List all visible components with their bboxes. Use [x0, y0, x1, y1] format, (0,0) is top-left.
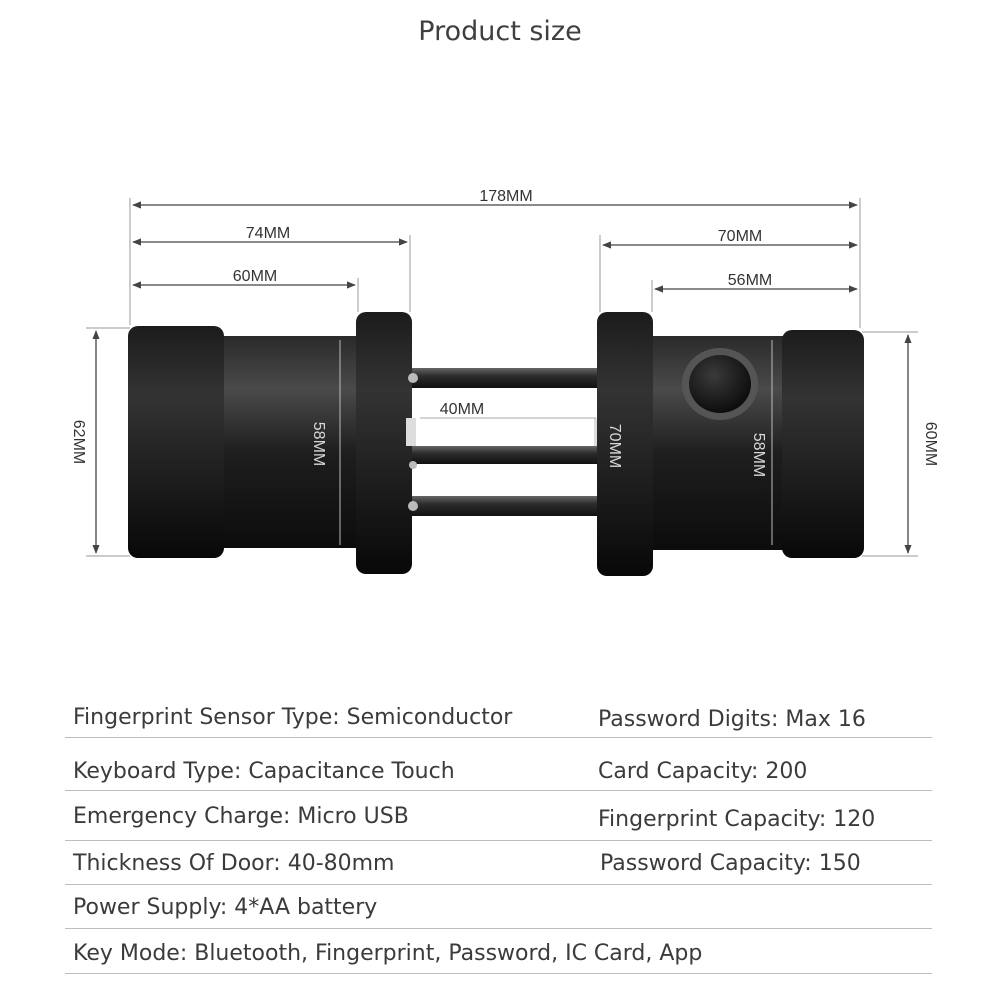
- left-lock-unit: [128, 312, 412, 574]
- left-body-length-label: 60MM: [232, 268, 278, 285]
- table-divider: [65, 928, 932, 929]
- table-divider: [65, 884, 932, 885]
- spec-keyboard-type: Keyboard Type: Capacitance Touch: [73, 759, 455, 784]
- spec-door-thickness: Thickness Of Door: 40-80mm: [73, 851, 395, 876]
- left-unit-length-label: 74MM: [245, 225, 291, 242]
- right-body-diameter-label: 58MM: [750, 432, 767, 478]
- left-height-label: 62MM: [70, 419, 87, 465]
- spec-card-capacity: Card Capacity: 200: [598, 759, 808, 784]
- spec-key-mode: Key Mode: Bluetooth, Fingerprint, Password, IC Card, App: [73, 941, 703, 966]
- table-divider: [65, 737, 932, 738]
- fingerprint-sensor-icon: [682, 348, 758, 420]
- rod-span-label: 40MM: [439, 401, 485, 418]
- overall-length-label: 178MM: [479, 188, 533, 205]
- right-height-label: 60MM: [922, 421, 939, 467]
- table-divider: [65, 973, 932, 974]
- spec-sensor-type: Fingerprint Sensor Type: Semiconductor: [73, 705, 513, 730]
- table-divider: [65, 840, 932, 841]
- right-body-length-label: 56MM: [727, 272, 773, 289]
- spec-emergency-charge: Emergency Charge: Micro USB: [73, 804, 409, 829]
- page-title: Product size: [418, 16, 582, 47]
- connecting-rods: [406, 368, 604, 516]
- spec-power-supply: Power Supply: 4*AA battery: [73, 895, 378, 920]
- table-divider: [65, 790, 932, 791]
- right-flange-label: 70MM: [606, 423, 623, 469]
- spec-password-digits: Password Digits: Max 16: [598, 707, 866, 732]
- left-body-diameter-label: 58MM: [310, 421, 327, 467]
- spec-fingerprint-capacity: Fingerprint Capacity: 120: [598, 807, 876, 832]
- spec-password-capacity: Password Capacity: 150: [600, 851, 861, 876]
- right-unit-length-label: 70MM: [717, 228, 763, 245]
